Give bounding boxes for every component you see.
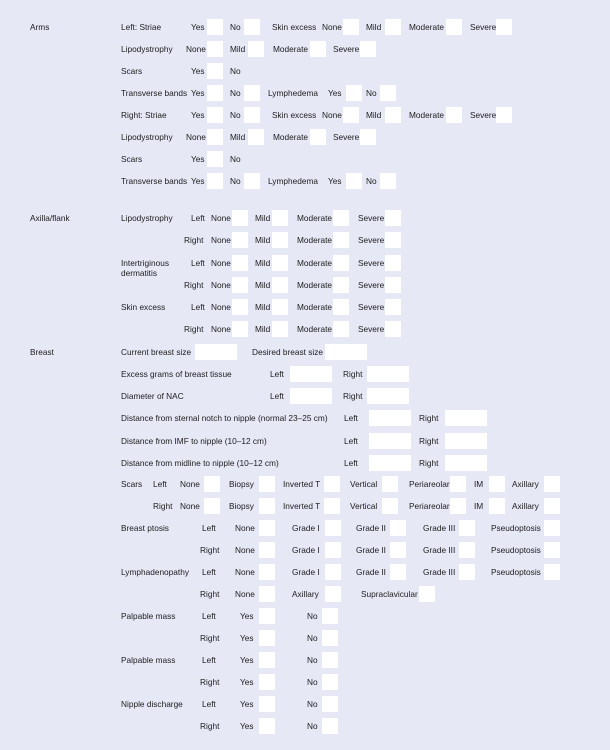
section-arms-heading: Arms: [30, 22, 50, 32]
axilla-skin-excess-right-moderate-label: Moderate: [297, 324, 333, 334]
arms-right-bands-no-label: No: [230, 176, 241, 186]
arms-right-striae-yes-box[interactable]: [207, 107, 223, 123]
breast-sternal-notch-right-box[interactable]: [445, 410, 487, 426]
axilla-skin-excess-left-none-label: None: [211, 302, 231, 312]
arms-left-striae-no-label: No: [230, 22, 241, 32]
arms-right-skin-moderate-box[interactable]: [446, 107, 462, 123]
arms-left-lymph-no-box[interactable]: [380, 85, 396, 101]
arms-right-lymph-yes-box[interactable]: [346, 173, 362, 189]
axilla-intertriginous-dermatitis-left-severe-label: Severe: [358, 258, 385, 268]
axilla-intertriginous-dermatitis-left-moderate-box[interactable]: [333, 255, 349, 271]
breast-lymph-left-grade3-box[interactable]: [459, 564, 475, 580]
arms-left-skin-severe-box[interactable]: [496, 19, 512, 35]
breast-nipple-discharge-right-yes-label: Yes: [240, 721, 254, 731]
breast-scars-right-periareolar-label: Periareolar: [409, 501, 450, 511]
breast-ptosis-right-none-box[interactable]: [259, 542, 275, 558]
breast-sternal-notch-right-label: Right: [419, 413, 439, 423]
breast-sternal-notch-left-label: Left: [344, 413, 358, 423]
breast-ptosis-right-grade3-label: Grade III: [423, 545, 456, 555]
breast-lymph-right-supraclavicular-box[interactable]: [419, 586, 435, 602]
breast-scars-right-inverted-t-box[interactable]: [324, 498, 340, 514]
arms-left-striae-yes-box[interactable]: [207, 19, 223, 35]
breast-palpable-mass-1-right-label: Right: [200, 633, 220, 643]
axilla-lipodystrophy-left-mild-box[interactable]: [272, 210, 288, 226]
breast-scars-left-im-box[interactable]: [489, 476, 505, 492]
axilla-lipodystrophy-right-severe-box[interactable]: [385, 232, 401, 248]
breast-nac-left-box[interactable]: [290, 388, 332, 404]
breast-current-size-box[interactable]: [195, 344, 237, 360]
arms-right-lipo-none-label: None: [186, 132, 206, 142]
breast-imf-label: Distance from IMF to nipple (10–12 cm): [121, 436, 267, 446]
breast-palpable-mass-1-right-yes-label: Yes: [240, 633, 254, 643]
arms-left-lymph-yes-label: Yes: [328, 88, 342, 98]
breast-scars-left-axillary-label: Axillary: [512, 479, 539, 489]
arms-left-bands-yes-box[interactable]: [207, 85, 223, 101]
arms-right-lipo-mild-label: Mild: [230, 132, 246, 142]
arms-right-striae-label: Right: Striae: [121, 110, 167, 120]
breast-palpable-mass-1-left-no-label: No: [307, 611, 318, 621]
arms-right-skin-none-label: None: [322, 110, 342, 120]
breast-scars-left-inverted-t-box[interactable]: [324, 476, 340, 492]
breast-ptosis-right-pseudoptosis-label: Pseudoptosis: [491, 545, 541, 555]
breast-ptosis-left-grade2-label: Grade II: [356, 523, 386, 533]
breast-palpable-mass-2-label: Palpable mass: [121, 655, 176, 665]
axilla-lipodystrophy-right-label: Right: [184, 235, 204, 245]
breast-scars-left-vertical-label: Vertical: [350, 479, 378, 489]
axilla-lipodystrophy-left-severe-box[interactable]: [385, 210, 401, 226]
axilla-skin-excess-left-moderate-label: Moderate: [297, 302, 333, 312]
breast-ptosis-label: Breast ptosis: [121, 523, 169, 533]
breast-palpable-mass-2-right-no-box[interactable]: [322, 674, 338, 690]
breast-ptosis-right-label: Right: [200, 545, 220, 555]
breast-palpable-mass-1-left-yes-label: Yes: [240, 611, 254, 621]
arms-right-scars-yes-label: Yes: [191, 154, 205, 164]
axilla-lipodystrophy-left-none-label: None: [211, 213, 231, 223]
breast-desired-size-label: Desired breast size: [252, 347, 324, 357]
breast-excess-grams-label: Excess grams of breast tissue: [121, 369, 232, 379]
breast-scars-left-none-box[interactable]: [204, 476, 220, 492]
arms-right-striae-yes-label: Yes: [191, 110, 205, 120]
axilla-lipodystrophy-right-severe-label: Severe: [358, 235, 385, 245]
breast-nipple-discharge-right-no-label: No: [307, 721, 318, 731]
breast-scars-left-biopsy-box[interactable]: [259, 476, 275, 492]
arms-right-skin-moderate-label: Moderate: [409, 110, 445, 120]
axilla-intertriginous-dermatitis-left-mild-label: Mild: [255, 258, 271, 268]
breast-lymph-right-supraclavicular-label: Supraclavicular: [361, 589, 418, 599]
arms-left-lipo-moderate-label: Moderate: [273, 44, 309, 54]
arms-left-skin-mild-label: Mild: [366, 22, 382, 32]
breast-nac-label: Diameter of NAC: [121, 391, 184, 401]
axilla-lipodystrophy-right-moderate-box[interactable]: [333, 232, 349, 248]
breast-nipple-discharge-left-yes-box[interactable]: [259, 696, 275, 712]
breast-ptosis-left-pseudoptosis-box[interactable]: [544, 520, 560, 536]
arms-right-striae-no-box[interactable]: [244, 107, 260, 123]
axilla-lipodystrophy-left-none-box[interactable]: [232, 210, 248, 226]
breast-lymph-left-pseudoptosis-box[interactable]: [544, 564, 560, 580]
breast-nipple-discharge-left-no-label: No: [307, 699, 318, 709]
breast-ptosis-left-grade3-box[interactable]: [459, 520, 475, 536]
breast-imf-right-label: Right: [419, 436, 439, 446]
breast-lymph-left-label: Left: [202, 567, 216, 577]
breast-ptosis-left-grade1-label: Grade I: [292, 523, 320, 533]
breast-scars-left-periareolar-label: Periareolar: [409, 479, 450, 489]
axilla-skin-excess-right-mild-box[interactable]: [272, 321, 288, 337]
arms-right-skin-none-box[interactable]: [343, 107, 359, 123]
arms-left-scars-no-label: No: [230, 66, 241, 76]
arms-right-lymphedema-label: Lymphedema: [268, 176, 318, 186]
arms-right-transverse-bands-label: Transverse bands: [121, 176, 188, 186]
breast-scars-left-none-label: None: [180, 479, 200, 489]
arms-right-lipo-moderate-label: Moderate: [273, 132, 309, 142]
axilla-intertriginous-dermatitis-left-none-label: None: [211, 258, 231, 268]
arms-left-scars-yes-box[interactable]: [207, 63, 223, 79]
breast-lymph-left-pseudoptosis-label: Pseudoptosis: [491, 567, 541, 577]
axilla-intertriginous-dermatitis-right-none-label: None: [211, 280, 231, 290]
breast-palpable-mass-2-left-label: Left: [202, 655, 216, 665]
breast-imf-left-label: Left: [344, 436, 358, 446]
axilla-skin-excess-right-severe-label: Severe: [358, 324, 385, 334]
breast-nipple-discharge-left-yes-label: Yes: [240, 699, 254, 709]
breast-scars-right-im-label: IM: [474, 501, 484, 511]
breast-nac-right-box[interactable]: [367, 388, 409, 404]
breast-scars-right-none-label: None: [180, 501, 200, 511]
axilla-skin-excess-left-mild-label: Mild: [255, 302, 271, 312]
axilla-lipodystrophy-left-label: Left: [191, 213, 205, 223]
axilla-lipodystrophy-left-mild-label: Mild: [255, 213, 271, 223]
axilla-intertriginous-dermatitis-right-mild-box[interactable]: [272, 277, 288, 293]
breast-scars-right-inverted-t-label: Inverted T: [283, 501, 321, 511]
breast-excess-right-label: Right: [343, 369, 363, 379]
arms-right-lipo-mild-box[interactable]: [248, 129, 264, 145]
arms-left-skin-severe-label: Severe: [470, 22, 497, 32]
axilla-intertriginous-dermatitis-label: Intertriginous dermatitis: [121, 258, 169, 278]
arms-right-bands-yes-label: Yes: [191, 176, 205, 186]
axilla-lipodystrophy-left-severe-label: Severe: [358, 213, 385, 223]
breast-palpable-mass-2-left-yes-box[interactable]: [259, 652, 275, 668]
breast-ptosis-left-grade1-box[interactable]: [325, 520, 341, 536]
axilla-intertriginous-dermatitis-right-moderate-box[interactable]: [333, 277, 349, 293]
breast-midline-label: Distance from midline to nipple (10–12 cm): [121, 458, 279, 468]
arms-left-lymph-yes-box[interactable]: [346, 85, 362, 101]
arms-left-scars-label: Scars: [121, 66, 143, 76]
arms-left-scars-yes-label: Yes: [191, 66, 205, 76]
axilla-lipodystrophy-right-none-label: None: [211, 235, 231, 245]
breast-lymph-left-none-label: None: [235, 567, 255, 577]
breast-scars-left-vertical-box[interactable]: [382, 476, 398, 492]
breast-midline-left-label: Left: [344, 458, 358, 468]
breast-ptosis-right-none-label: None: [235, 545, 255, 555]
breast-scars-left-biopsy-label: Biopsy: [229, 479, 254, 489]
arms-left-skin-moderate-box[interactable]: [446, 19, 462, 35]
axilla-lipodystrophy-right-none-box[interactable]: [232, 232, 248, 248]
breast-ptosis-left-pseudoptosis-label: Pseudoptosis: [491, 523, 541, 533]
arms-left-striae-no-box[interactable]: [244, 19, 260, 35]
breast-lymph-left-grade3-label: Grade III: [423, 567, 456, 577]
axilla-intertriginous-dermatitis-left-label: Left: [191, 258, 205, 268]
arms-left-lipo-mild-box[interactable]: [248, 41, 264, 57]
breast-scars-right-biopsy-label: Biopsy: [229, 501, 254, 511]
arms-left-skin-mild-box[interactable]: [385, 19, 401, 35]
arms-right-lymph-no-label: No: [366, 176, 377, 186]
arms-left-lipo-severe-box[interactable]: [360, 41, 376, 57]
breast-scars-right-vertical-box[interactable]: [382, 498, 398, 514]
arms-left-skin-none-label: None: [322, 22, 342, 32]
arms-right-lipodystrophy-label: Lipodystrophy: [121, 132, 173, 142]
breast-scars-right-label: Right: [153, 501, 173, 511]
arms-right-bands-yes-box[interactable]: [207, 173, 223, 189]
breast-desired-size-box[interactable]: [325, 344, 367, 360]
axilla-lipodystrophy-right-mild-label: Mild: [255, 235, 271, 245]
breast-lymph-right-axillary-label: Axillary: [292, 589, 319, 599]
breast-ptosis-left-grade3-label: Grade III: [423, 523, 456, 533]
axilla-lipodystrophy-label: Lipodystrophy: [121, 213, 173, 223]
axilla-skin-excess-left-none-box[interactable]: [232, 299, 248, 315]
axilla-lipodystrophy-left-moderate-box[interactable]: [333, 210, 349, 226]
breast-scars-label: Scars: [121, 479, 143, 489]
breast-nipple-discharge-right-label: Right: [200, 721, 220, 731]
axilla-intertriginous-dermatitis-right-severe-label: Severe: [358, 280, 385, 290]
breast-nipple-discharge-label: Nipple discharge: [121, 699, 183, 709]
breast-sternal-notch-label: Distance from sternal notch to nipple (normal 23–25 cm): [121, 413, 328, 423]
breast-palpable-mass-2-right-yes-label: Yes: [240, 677, 254, 687]
axilla-skin-excess-left-severe-box[interactable]: [385, 299, 401, 315]
breast-scars-right-vertical-label: Vertical: [350, 501, 378, 511]
breast-lymph-left-grade2-box[interactable]: [390, 564, 406, 580]
arms-right-skin-mild-label: Mild: [366, 110, 382, 120]
breast-palpable-mass-2-left-no-label: No: [307, 655, 318, 665]
arms-right-lipo-severe-box[interactable]: [360, 129, 376, 145]
breast-palpable-mass-1-right-yes-box[interactable]: [259, 630, 275, 646]
arms-left-lymphedema-label: Lymphedema: [268, 88, 318, 98]
axilla-skin-excess-left-mild-box[interactable]: [272, 299, 288, 315]
arms-left-lipo-mild-label: Mild: [230, 44, 246, 54]
arms-left-striae-label: Left: Striae: [121, 22, 162, 32]
breast-nipple-discharge-left-label: Left: [202, 699, 216, 709]
breast-lymph-left-grade2-label: Grade II: [356, 567, 386, 577]
arms-left-skin-excess-label: Skin excess: [272, 22, 317, 32]
breast-lymph-right-none-label: None: [235, 589, 255, 599]
breast-lymph-right-none-box[interactable]: [259, 586, 275, 602]
breast-scars-left-im-label: IM: [474, 479, 484, 489]
breast-ptosis-left-grade2-box[interactable]: [390, 520, 406, 536]
arms-right-bands-no-box[interactable]: [244, 173, 260, 189]
axilla-intertriginous-dermatitis-right-mild-label: Mild: [255, 280, 271, 290]
breast-palpable-mass-1-left-yes-box[interactable]: [259, 608, 275, 624]
breast-scars-left-periareolar-box[interactable]: [450, 476, 466, 492]
axilla-skin-excess-right-none-label: None: [211, 324, 231, 334]
arms-right-scars-no-label: No: [230, 154, 241, 164]
arms-left-bands-no-box[interactable]: [244, 85, 260, 101]
breast-palpable-mass-2-left-yes-label: Yes: [240, 655, 254, 665]
breast-midline-right-box[interactable]: [445, 455, 487, 471]
arms-right-lymph-no-box[interactable]: [380, 173, 396, 189]
axilla-intertriginous-dermatitis-left-none-box[interactable]: [232, 255, 248, 271]
arms-left-lipo-none-label: None: [186, 44, 206, 54]
breast-lymphadenopathy-label: Lymphadenopathy: [121, 567, 189, 577]
breast-ptosis-left-none-label: None: [235, 523, 255, 533]
arms-left-bands-yes-label: Yes: [191, 88, 205, 98]
breast-scars-right-im-box[interactable]: [489, 498, 505, 514]
breast-palpable-mass-1-left-label: Left: [202, 611, 216, 621]
breast-palpable-mass-2-left-no-box[interactable]: [322, 652, 338, 668]
arms-left-transverse-bands-label: Transverse bands: [121, 88, 188, 98]
arms-left-bands-no-label: No: [230, 88, 241, 98]
breast-scars-left-inverted-t-label: Inverted T: [283, 479, 321, 489]
breast-ptosis-right-grade1-label: Grade I: [292, 545, 320, 555]
axilla-skin-excess-left-moderate-box[interactable]: [333, 299, 349, 315]
breast-scars-right-none-box[interactable]: [204, 498, 220, 514]
axilla-skin-excess-left-severe-label: Severe: [358, 302, 385, 312]
breast-sternal-notch-left-box[interactable]: [369, 410, 411, 426]
arms-right-lipo-moderate-box[interactable]: [310, 129, 326, 145]
breast-nipple-discharge-right-yes-box[interactable]: [259, 718, 275, 734]
section-axilla-flank-heading: Axilla/flank: [30, 213, 70, 223]
breast-current-size-label: Current breast size: [121, 347, 192, 357]
breast-palpable-mass-1-right-no-box[interactable]: [322, 630, 338, 646]
axilla-skin-excess-right-label: Right: [184, 324, 204, 334]
arms-right-scars-label: Scars: [121, 154, 143, 164]
axilla-skin-excess-right-mild-label: Mild: [255, 324, 271, 334]
breast-palpable-mass-2-right-yes-box[interactable]: [259, 674, 275, 690]
breast-palpable-mass-1-left-no-box[interactable]: [322, 608, 338, 624]
arms-right-skin-severe-label: Severe: [470, 110, 497, 120]
breast-ptosis-left-label: Left: [202, 523, 216, 533]
axilla-skin-excess-right-moderate-box[interactable]: [333, 321, 349, 337]
axilla-intertriginous-dermatitis-right-severe-box[interactable]: [385, 277, 401, 293]
axilla-skin-excess-label: Skin excess: [121, 302, 166, 312]
axilla-lipodystrophy-left-moderate-label: Moderate: [297, 213, 333, 223]
breast-ptosis-right-grade1-box[interactable]: [325, 542, 341, 558]
breast-ptosis-right-grade2-box[interactable]: [390, 542, 406, 558]
breast-imf-left-box[interactable]: [369, 433, 411, 449]
axilla-intertriginous-dermatitis-right-none-box[interactable]: [232, 277, 248, 293]
axilla-skin-excess-right-none-box[interactable]: [232, 321, 248, 337]
breast-scars-left-label: Left: [153, 479, 167, 489]
arms-left-lipo-moderate-box[interactable]: [310, 41, 326, 57]
axilla-lipodystrophy-right-mild-box[interactable]: [272, 232, 288, 248]
breast-nipple-discharge-right-no-box[interactable]: [322, 718, 338, 734]
breast-lymph-right-label: Right: [200, 589, 220, 599]
section-breast-heading: Breast: [30, 347, 54, 357]
breast-midline-right-label: Right: [419, 458, 439, 468]
axilla-intertriginous-dermatitis-right-moderate-label: Moderate: [297, 280, 333, 290]
breast-lymph-left-none-box[interactable]: [259, 564, 275, 580]
axilla-intertriginous-dermatitis-right-label: Right: [184, 280, 204, 290]
breast-lymph-left-grade1-label: Grade I: [292, 567, 320, 577]
breast-excess-left-label: Left: [270, 369, 284, 379]
breast-scars-right-periareolar-box[interactable]: [450, 498, 466, 514]
arms-left-striae-yes-label: Yes: [191, 22, 205, 32]
breast-scars-left-axillary-box[interactable]: [544, 476, 560, 492]
arms-left-skin-moderate-label: Moderate: [409, 22, 445, 32]
axilla-skin-excess-right-severe-box[interactable]: [385, 321, 401, 337]
breast-excess-left-box[interactable]: [290, 366, 332, 382]
breast-lymph-right-axillary-box[interactable]: [325, 586, 341, 602]
arms-right-skin-severe-box[interactable]: [496, 107, 512, 123]
breast-ptosis-left-none-box[interactable]: [259, 520, 275, 536]
breast-midline-left-box[interactable]: [369, 455, 411, 471]
breast-palpable-mass-1-right-no-label: No: [307, 633, 318, 643]
breast-ptosis-right-grade3-box[interactable]: [459, 542, 475, 558]
breast-nac-right-label: Right: [343, 391, 363, 401]
arms-left-lipodystrophy-label: Lipodystrophy: [121, 44, 173, 54]
breast-palpable-mass-2-right-label: Right: [200, 677, 220, 687]
axilla-skin-excess-left-label: Left: [191, 302, 205, 312]
breast-ptosis-right-pseudoptosis-box[interactable]: [544, 542, 560, 558]
arms-left-lipo-severe-label: Severe: [333, 44, 360, 54]
breast-palpable-mass-2-right-no-label: No: [307, 677, 318, 687]
arms-right-scars-yes-box[interactable]: [207, 151, 223, 167]
axilla-intertriginous-dermatitis-left-mild-box[interactable]: [272, 255, 288, 271]
breast-lymph-left-grade1-box[interactable]: [325, 564, 341, 580]
arms-right-lipo-severe-label: Severe: [333, 132, 360, 142]
breast-palpable-mass-1-label: Palpable mass: [121, 611, 176, 621]
breast-scars-right-axillary-label: Axillary: [512, 501, 539, 511]
breast-nac-left-label: Left: [270, 391, 284, 401]
axilla-lipodystrophy-right-moderate-label: Moderate: [297, 235, 333, 245]
arms-left-lipo-none-box[interactable]: [207, 41, 223, 57]
arms-right-skin-excess-label: Skin excess: [272, 110, 317, 120]
breast-nipple-discharge-left-no-box[interactable]: [322, 696, 338, 712]
breast-scars-right-biopsy-box[interactable]: [259, 498, 275, 514]
arms-right-lymph-yes-label: Yes: [328, 176, 342, 186]
breast-imf-right-box[interactable]: [445, 433, 487, 449]
arms-left-lymph-no-label: No: [366, 88, 377, 98]
axilla-intertriginous-dermatitis-left-moderate-label: Moderate: [297, 258, 333, 268]
breast-scars-right-axillary-box[interactable]: [544, 498, 560, 514]
axilla-intertriginous-dermatitis-left-severe-box[interactable]: [385, 255, 401, 271]
breast-ptosis-right-grade2-label: Grade II: [356, 545, 386, 555]
arms-right-striae-no-label: No: [230, 110, 241, 120]
arms-left-skin-none-box[interactable]: [343, 19, 359, 35]
breast-excess-right-box[interactable]: [367, 366, 409, 382]
arms-right-skin-mild-box[interactable]: [385, 107, 401, 123]
arms-right-lipo-none-box[interactable]: [207, 129, 223, 145]
